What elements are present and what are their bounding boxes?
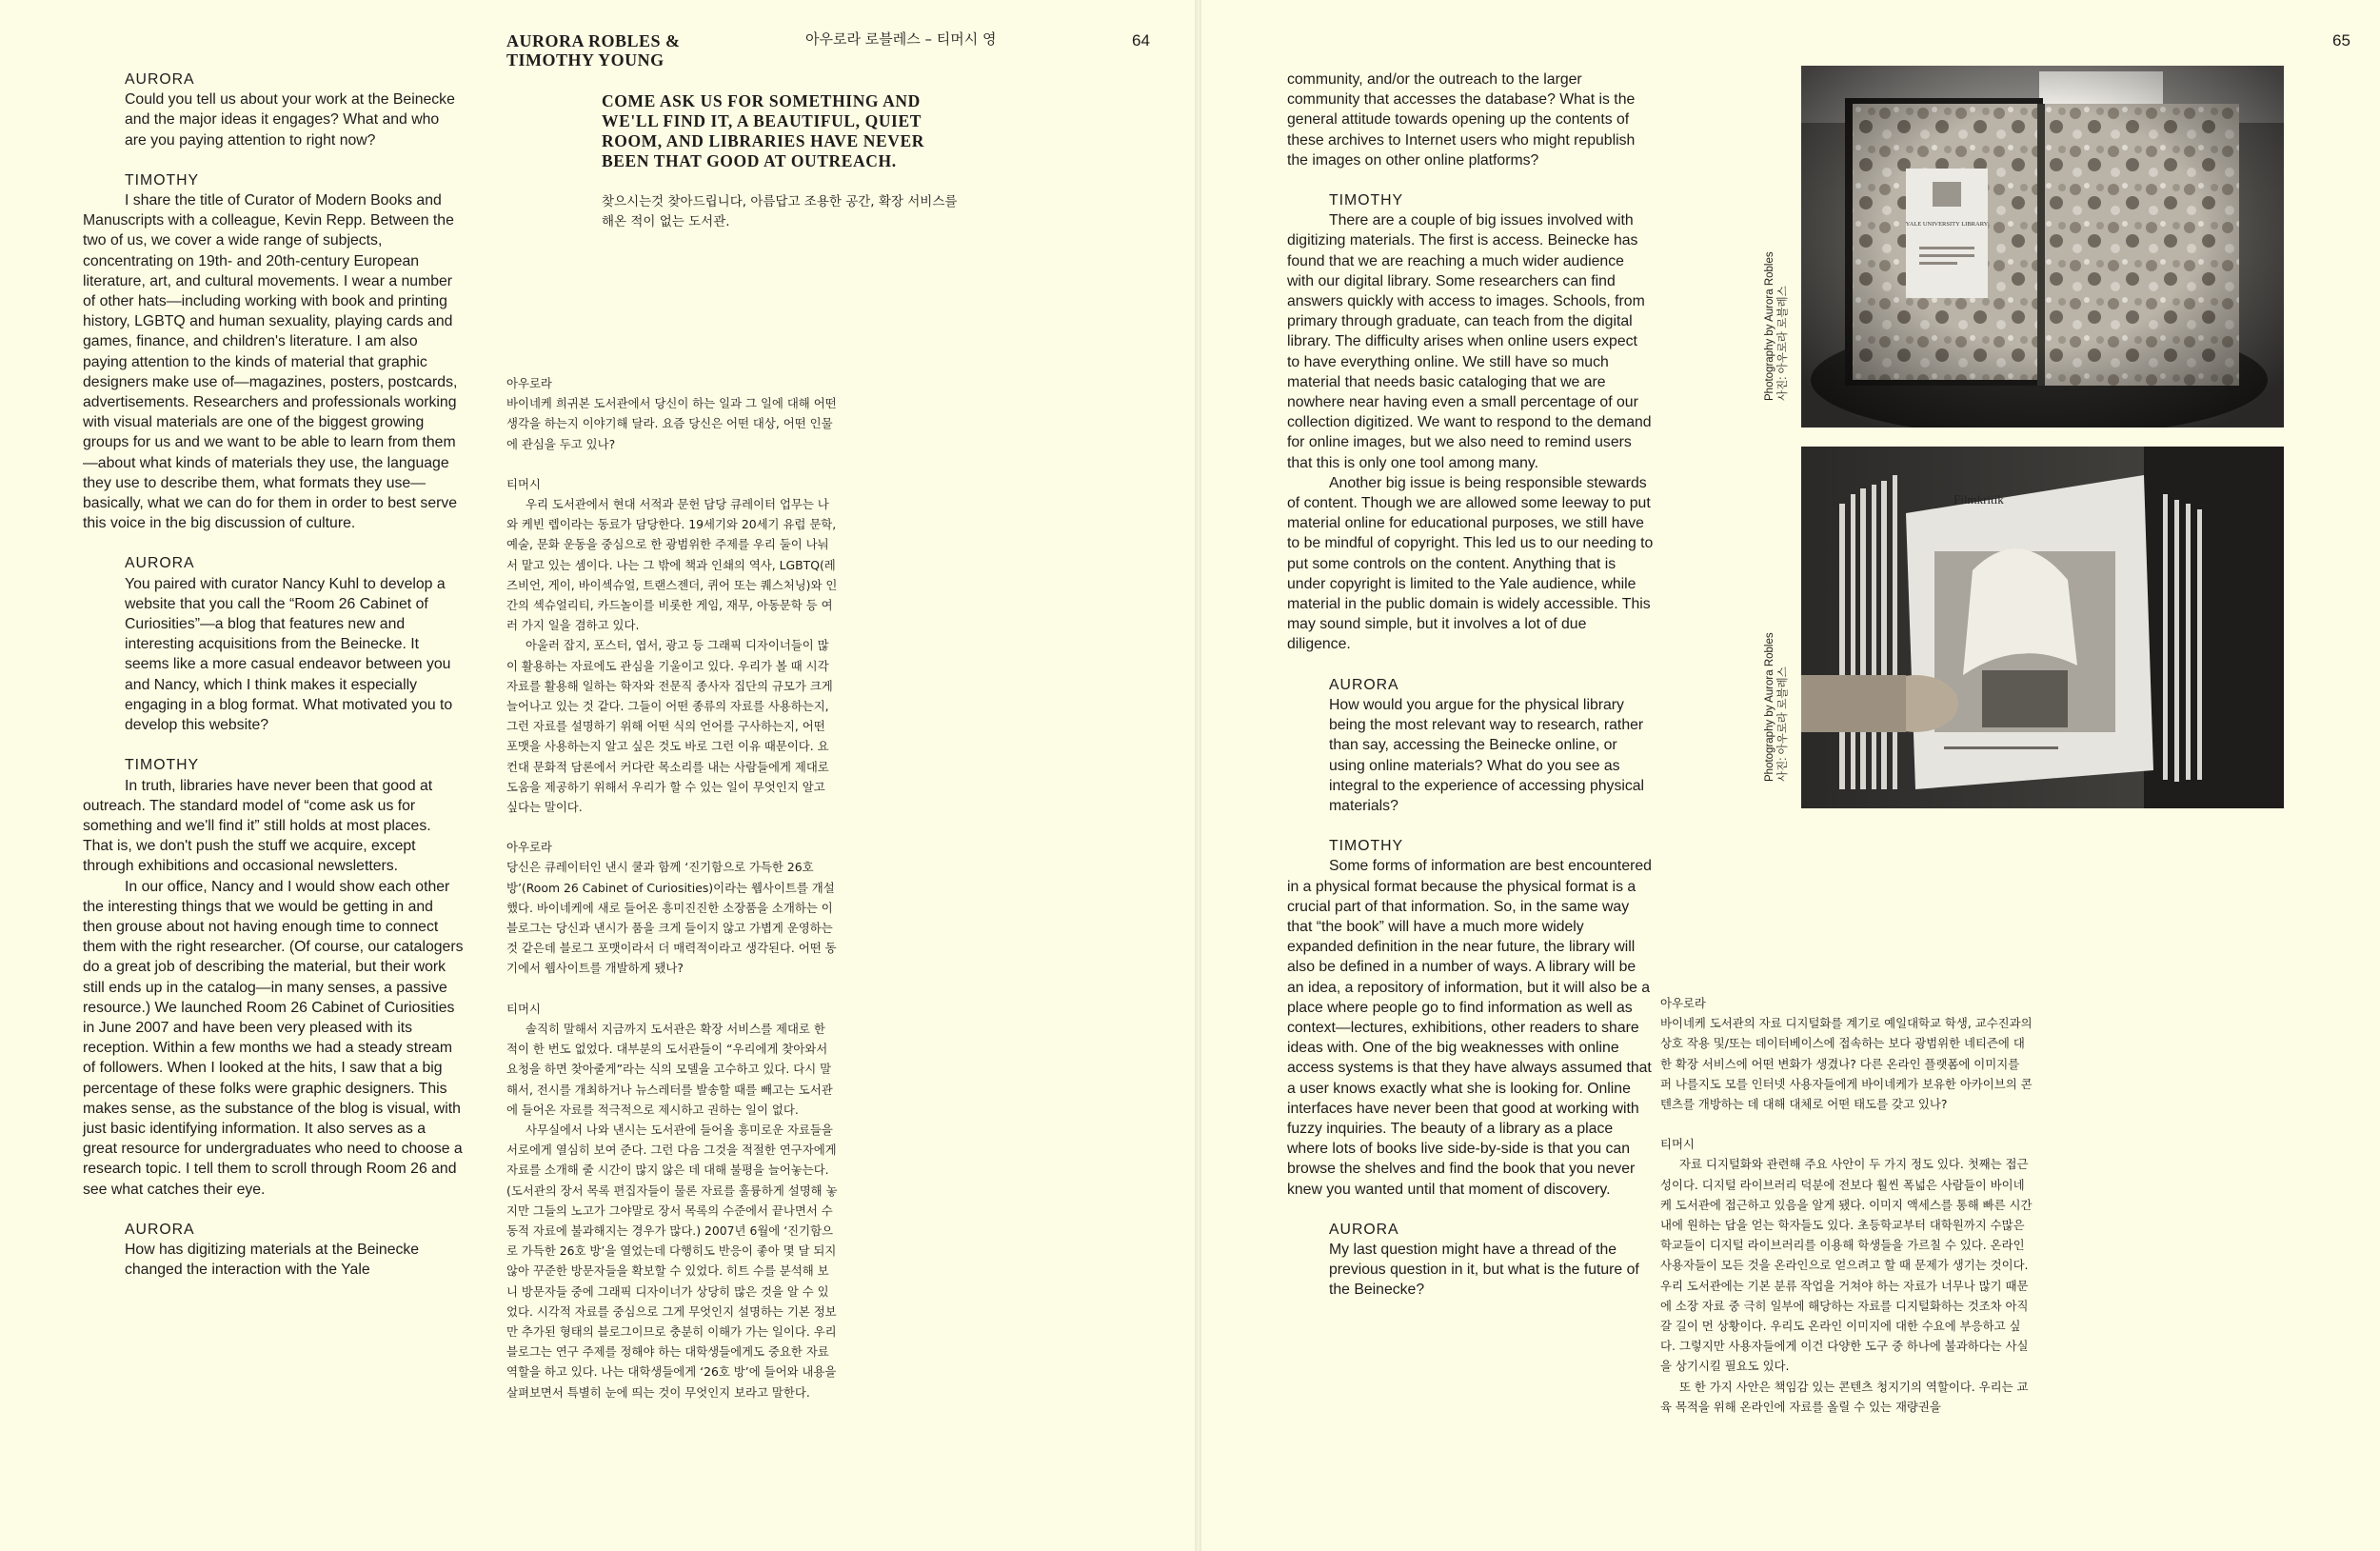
answer-paragraph: There are a couple of big issues involved with digitizing materials. The first is access. Beinecke has found that we are reaching a much wider audience with our digital library. Some researchers can find answers quickly with access to images. Schools, from primary through graduate, can teach from the digital library. The difficulty arises when online users expect to have everything online. We still have so much material that needs basic cataloging that we are nowhere near having even a small percentage of our collection digitized. We want to respond to the demand for online images, but we also need to remind users that this is only one tool among many.	[1287, 212, 1652, 471]
answer-paragraph: 우리 도서관에서 현대 서적과 문헌 담당 큐레이터 업무는 나와 케빈 렙이라는 동료가 담당한다. 19세기와 20세기 유럽 문학, 예술, 문화 운동을 중심으로 한 광범위한 주제를 우리 둘이 나눠서 맡고 있는 셈이다. 나는 그 밖에 책과 인쇄의 역사, LGBTQ(레즈비언, 게이, 바이섹슈얼, 트랜스젠더, 퀴어 또는 퀘스처닝)와 인간의 섹슈얼리티, 카드놀이를 비롯한 게임, 재무, 아동문학 등 여러 가지 일을 겸하고 있다.	[506, 497, 838, 633]
photo-credit-1-en: Photography by Aurora Robles	[1764, 251, 1775, 401]
photo-credit-2	[1763, 632, 1790, 782]
photo-credit-1	[1763, 251, 1790, 401]
photo-book-cover	[1801, 66, 2284, 428]
speaker-label: 티머시	[506, 476, 541, 491]
question-paragraph: 바이네케 희귀본 도서관에서 당신이 하는 일과 그 일에 대해 어떤 생각을 하는지 이야기해 달라. 요즘 당신은 어떤 대상, 어떤 인물에 관심을 두고 있나?	[506, 396, 837, 451]
right-korean-column	[1660, 993, 2033, 1417]
photo-credit-1-ko: 사진: 아우로라 로블레스	[1777, 286, 1789, 401]
speaker-label: 티머시	[1660, 1137, 1695, 1152]
photo-filmkritik-magazine	[1801, 447, 2284, 808]
question-paragraph: You paired with curator Nancy Kuhl to develop a website that you call the “Room 26 Cabinet of Curiosities”—a blog that features new and interesting acquisitions from the Beinecke. It seems like a more casual endeavor between you and Nancy, which I think makes it especially engaging in a blog format. What motivated you to develop this website?	[125, 575, 453, 734]
speaker-label: TIMOTHY	[1329, 192, 1404, 209]
question-paragraph: 당신은 큐레이터인 낸시 쿨과 함께 ‘진기함으로 가득한 26호 방’(Room 26 Cabinet of Curiosities)이라는 웹사이트를 개설했다. 바이네케에 새로 들어온 흥미진진한 소장품을 소개하는 이 블로그는 당신과 낸시가 품을 크게 들이지 않고 가볍게 운영하는 것 같은데 블로그 포맷이라서 더 매력적이라고 생각된다. 어떤 동기에서 웹사이트를 개발하게 됐나?	[506, 860, 837, 976]
right-english-column	[1287, 70, 1654, 1301]
page-number-right: 65	[2332, 31, 2350, 50]
speaker-label: 아우로라	[506, 376, 552, 390]
answer-paragraph: 또 한 가지 사안은 책임감 있는 콘텐츠 청지기의 역할이다. 우리는 교육 목적을 위해 온라인에 자료를 올릴 수 있는 재량권을	[1660, 1379, 2029, 1414]
question-paragraph: My last question might have a thread of the previous question in it, but what is the future of the Beinecke?	[1329, 1241, 1639, 1299]
photo-credit-2-ko: 사진: 아우로라 로블레스	[1777, 666, 1789, 782]
book-gutter	[1195, 0, 1201, 1551]
answer-paragraph: I share the title of Curator of Modern Books and Manuscripts with a colleague, Kevin Repp. Between the two of us, we cover a wide range of subjects, concentrating on 19th- and 20th-century European literature, art, and cultural movements. I wear a number of other hats—including working with book and printing history, LGBTQ and human sexuality, playing cards and games, finance, and children's literature. I am also paying attention to the kinds of material that graphic designers make use of—magazines, posters, postcards, advertisements. Researchers and professionals working with visual materials are one of the biggest growing groups for us and we want to be able to learn from them—about what kinds of materials they use, the language they use to describe them, what formats they use—basically, what we can do for them in order to best serve this voice in the big discussion of culture.	[83, 192, 458, 532]
photo-credit-2-en: Photography by Aurora Robles	[1764, 632, 1775, 782]
continued-paragraph: community, and/or the outreach to the larger community that accesses the database? What is the general attitude towards opening up the contents of these archives to Internet users who might republish the images on other online platforms?	[1287, 71, 1636, 169]
question-paragraph: 바이네케 도서관의 자료 디지털화를 계기로 예일대학교 학생, 교수진과의 상호 작용 및/또는 데이터베이스에 접속하는 보다 광범위한 네티즌에 대한 확장 서비스에 어떤 변화가 생겼나? 다른 온라인 플랫폼에 이미지를 퍼 나를지도 모를 인터넷 사용자들에게 바이네케가 보유한 아카이브의 콘텐츠를 개방하는 데 대해 대체로 어떤 태도를 갖고 있나?	[1660, 1016, 2033, 1112]
left-korean-column	[506, 373, 838, 1402]
speaker-label: 티머시	[506, 1001, 541, 1016]
speaker-label: TIMOTHY	[125, 171, 200, 189]
speaker-label: AURORA	[125, 555, 195, 572]
answer-paragraph: 아울러 잡지, 포스터, 엽서, 광고 등 그래픽 디자이너들이 많이 활용하는 자료에도 관심을 기울이고 있다. 우리가 볼 때 시각 자료를 활용해 일하는 학자와 전문직 종사자 집단의 규모가 크게 늘어나고 있는 것 같다. 그들이 어떤 종류의 자료를 사용하는지, 그런 자료를 설명하기 위해 어떤 식의 언어를 구사하는지, 어떤 포맷을 사용하는지 알고 싶은 것도 바로 그런 이유 때문이다. 요컨대 문화적 담론에서 커다란 목소리를 내는 사람들에게 제대로 도움을 제공하기 위해서 우리가 할 수 있는 일이 무엇인지 알고 싶다는 말이다.	[506, 638, 833, 815]
left-english-column	[83, 70, 464, 1280]
pull-quote-korean: 찾으시는것 찾아드립니다, 아름답고 조용한 공간, 확장 서비스를 해온 적이 없는 도서관.	[602, 194, 958, 229]
header-names-line2: TIMOTHY YOUNG	[506, 50, 664, 70]
answer-paragraph: 사무실에서 나와 낸시는 도서관에 들어올 흥미로운 자료들을 서로에게 열심히 보여 준다. 그런 다음 그것을 적절한 연구자에게 자료를 소개해 줄 시간이 많지 않은 데 대해 불평을 늘어놓는다. (도서관의 장서 목록 편집자들이 물론 자료를 훌륭하게 설명해 놓지만 그들의 노고가 그야말로 장서 목록의 수준에서 끝나면서 수동적 자료에 불과해지는 경우가 많다.) 2007년 6월에 ‘진기함으로 가득한 26호 방’을 열었는데 다행히도 반응이 좋아 몇 달 되지 않아 꾸준한 방문자들을 확보할 수 있었다. 히트 수를 분석해 보니 방문자들 중에 그래픽 디자이너가 상당히 많은 것을 알 수 있었다. 시각적 자료를 중심으로 그게 무엇인지 설명하는 기본 정보만 추가된 형태의 블로그이므로 충분히 이해가 가는 일이다. 우리 블로그는 연구 주제를 정해야 하는 대학생들에게도 중요한 자료 역할을 하고 있다. 나는 대학생들에게 ‘26호 방’에 들어와 내용을 살펴보면서 특별히 눈에 띄는 것이 무엇인지 보라고 말한다.	[506, 1122, 838, 1400]
speaker-label: AURORA	[1329, 676, 1399, 693]
question-paragraph: How would you argue for the physical library being the most relevant way to research, rather than say, accessing the Beinecke online, or using online materials? What do you see as integral to the experience of accessing physical materials?	[1329, 696, 1645, 814]
speaker-label: TIMOTHY	[125, 757, 200, 774]
speaker-label: TIMOTHY	[1329, 838, 1404, 855]
answer-paragraph: In truth, libraries have never been that good at outreach. The standard model of “come ask us for something and we'll find it” still holds at most places. That is, we don't push the stuff we acquire, except through exhibitions and occasional newsletters.	[83, 777, 433, 875]
question-paragraph: How has digitizing materials at the Beinecke changed the interaction with the Yale	[125, 1241, 420, 1279]
speaker-label: AURORA	[125, 71, 195, 88]
answer-paragraph: In our office, Nancy and I would show each other the interesting things that we would be getting in and then grouse about not having enough time to connect them with the right researcher. (Of course, our catalogers do a great job of describing the material, but their work still ends up in the catalog—in many senses, a passive resource.) We launched Room 26 Cabinet of Curiosities in June 2007 and have been very pleased with its reception. Within a few months we had a steady stream of followers. When I looked at the hits, I saw that a big percentage of these folks were graphic designers. This makes sense, as the substance of the blog is visual, with just basic identifying information. It also serves as a great resource for undergraduates who need to choose a research topic. I tell them to scroll through Room 26 and see what catches their eye.	[83, 878, 464, 1198]
answer-paragraph: Another big issue is being responsible stewards of content. Though we are allowed some leeway to put material online for educational purposes, we still have to be mindful of copyright. This led us to our needing to put some controls on the content. Anything that is under copyright is limited to the Yale audience, while material in the public domain is widely accessible. This may sound simple, but it involves a lot of due diligence.	[1287, 474, 1654, 653]
speaker-label: 아우로라	[506, 840, 552, 855]
header-names-korean: 아우로라 로블레스 – 티머시 영	[805, 30, 997, 48]
speaker-label: 아우로라	[1660, 996, 1706, 1010]
answer-paragraph: 자료 디지털화와 관련해 주요 사안이 두 가지 정도 있다. 첫째는 접근성이다. 디지털 라이브러리 덕분에 전보다 훨씬 폭넓은 사람들이 바이네케 도서관에 접근하고 있음을 알게 됐다. 이미지 액세스를 통해 빠른 시간 내에 원하는 답을 얻는 학자들도 있다. 초등학교부터 대학원까지 수많은 학교들이 디지털 라이브러리를 이용해 학생들을 가르칠 수 있다. 온라인 사용자들이 모든 것을 온라인으로 얻으려고 할 때 문제가 생기는 것이다. 우리 도서관에는 기본 분류 작업을 거쳐야 하는 자료가 너무나 많기 때문에 소장 자료 중 극히 일부에 해당하는 자료를 디지털화하는 것조차 아직 갈 길이 먼 상황이다. 우리도 온라인 이미지에 대한 수요에 부응하고 싶다. 그렇지만 사용자들에게 이건 다양한 도구 중 하나에 불과하다는 사실을 상기시킬 필요도 있다.	[1660, 1157, 2033, 1374]
speaker-label: AURORA	[125, 1221, 195, 1238]
speaker-label: AURORA	[1329, 1221, 1399, 1238]
pull-quote: COME ASK US FOR SOMETHING AND WE'LL FIND IT, A BEAUTIFUL, QUIET ROOM, AND LIBRARIES HAVE NEVER BEEN THAT GOOD AT OUTREACH.	[602, 91, 925, 170]
page-number-left: 64	[1132, 31, 1150, 50]
header-names	[506, 31, 681, 70]
answer-paragraph: 솔직히 말해서 지금까지 도서관은 확장 서비스를 제대로 한 적이 한 번도 없었다. 대부분의 도서관들이 “우리에게 찾아와서 요청을 하면 찾아줄게”라는 식의 모델을 고수하고 있다. 다시 말해서, 전시를 개최하거나 뉴스레터를 발송할 때를 빼고는 도서관에 들어온 자료를 적극적으로 제시하고 권하는 일이 없다.	[506, 1021, 833, 1117]
photo2-label: Filmkritik	[1954, 492, 2004, 507]
answer-paragraph: Some forms of information are best encountered in a physical format because the physical format is a crucial part of that information. So, in the same way that “the book” will have a much more widely expanded definition in the near future, the library will also be defined in a number of ways. A library will be an idea, a repository of information, but it will also be a place where people go to find information as well as context—lectures, exhibitions, other readers to share ideas with. One of the big weaknesses with online access systems is that they have always assumed that a user knows exactly what she is looking for. Online interfaces have never been that good at working with fuzzy inquiries. The beauty of a library as a place where lots of books live side-by-side is that you can browse the shelves and find the book that you never knew you wanted until that moment of discovery.	[1287, 858, 1652, 1198]
photo-book-cover-image	[1801, 66, 2284, 428]
photo-filmkritik-image	[1801, 447, 2284, 808]
question-paragraph: Could you tell us about your work at the Beinecke and the major ideas it engages? What and who are you paying attention to right now?	[125, 91, 455, 149]
header-names-line1: AURORA ROBLES &	[506, 31, 681, 50]
